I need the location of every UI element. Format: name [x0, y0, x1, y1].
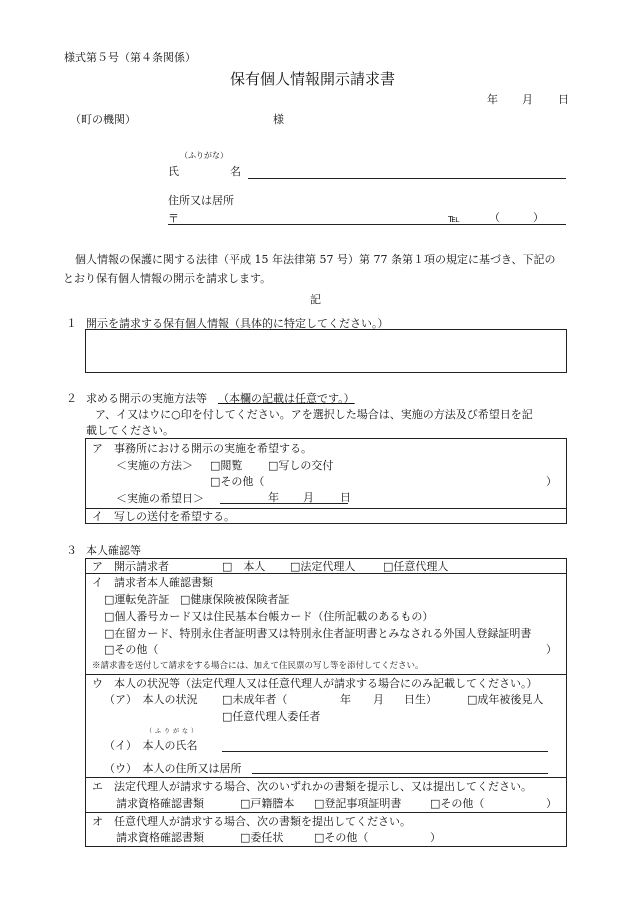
- principal-furigana-label: （ふりがな）: [146, 728, 201, 735]
- section3-divider-1: [85, 573, 567, 574]
- principal-address-field[interactable]: [252, 773, 548, 774]
- desired-date-day: 日: [340, 491, 351, 504]
- section1-heading: 開示を請求する保有個人情報（具体的に特定してください。）: [86, 317, 389, 330]
- requester-label: ア 開示請求者: [92, 560, 169, 573]
- method-label: ＜実施の方法＞: [116, 459, 193, 472]
- intro-line-2: とおり保有個人情報の開示を請求します。: [63, 272, 272, 285]
- address-field[interactable]: [168, 224, 566, 225]
- legal-rep-other-checkbox[interactable]: □その他（: [430, 797, 485, 810]
- requester-voluntary-rep-checkbox[interactable]: □任意代理人: [383, 560, 449, 573]
- principal-status-heading: ウ 本人の状況等（法定代理人又は任意代理人が請求する場合にのみ記載してください。）: [92, 677, 538, 690]
- my-number-card-checkbox[interactable]: □個人番号カード又は住民基本台帳カード（住所記載のあるもの）: [104, 610, 434, 623]
- section3-divider-2: [85, 674, 567, 675]
- section2-note-line-2: 載してください。: [86, 424, 174, 437]
- id-other-checkbox[interactable]: □その他（: [104, 643, 159, 656]
- address-label: 住所又は居所: [168, 194, 234, 207]
- option-i-label[interactable]: イ 写しの送付を希望する。: [92, 510, 235, 523]
- tel-paren: （ ）: [489, 211, 544, 224]
- tel-mark: ℡: [448, 212, 460, 225]
- voluntary-rep-docs-label: 請求資格確認書類: [116, 831, 204, 844]
- principal-name-label: （イ） 本人の氏名: [104, 739, 198, 752]
- sama-label: 様: [273, 113, 284, 126]
- method-other-close: ）: [546, 475, 557, 488]
- form-title: 保有個人情報開示請求書: [230, 70, 396, 88]
- desired-date-label: ＜実施の希望日＞: [116, 492, 204, 505]
- legal-rep-other-close: ）: [546, 797, 557, 810]
- health-insurance-checkbox[interactable]: □健康保険被保険者証: [180, 593, 290, 606]
- section2-optional-note: （本欄の記載は任意です。）: [218, 392, 355, 405]
- section2-note-line-1: ア、イ又はウに○印を付してください。アを選択した場合は、実施の方法及び希望日を記: [95, 408, 533, 421]
- id-docs-label: イ 請求者本人確認書類: [92, 576, 213, 589]
- furigana-label: （ふりがな）: [180, 151, 228, 160]
- agency-label: （町の機関）: [70, 113, 136, 126]
- method-other-checkbox[interactable]: □その他（: [210, 475, 265, 488]
- section1-number: １: [66, 317, 77, 330]
- requester-legal-rep-checkbox[interactable]: □法定代理人: [290, 560, 356, 573]
- section3-divider-3: [85, 777, 567, 778]
- drivers-license-checkbox[interactable]: □運転免許証: [104, 593, 170, 606]
- section2-heading: 求める開示の実施方法等: [86, 392, 207, 405]
- section2-divider: [85, 508, 567, 509]
- option-a-label[interactable]: ア 事務所における開示の実施を希望する。: [92, 442, 312, 455]
- mail-note: ※請求書を送付して請求をする場合には、加えて住民票の写し等を添付してください。: [92, 661, 424, 671]
- principal-address-label: （ウ） 本人の住所又は居所: [104, 762, 242, 775]
- power-of-attorney-checkbox[interactable]: □委任状: [240, 831, 284, 844]
- name-label-2: 名: [230, 165, 241, 178]
- name-label-1: 氏: [168, 165, 179, 178]
- birth-day-label: 日生）: [404, 693, 437, 706]
- birth-month-label: 月: [373, 693, 384, 706]
- adult-ward-checkbox[interactable]: □成年被後見人: [467, 693, 544, 706]
- principal-name-field[interactable]: [222, 751, 548, 752]
- postal-mark: 〒: [168, 212, 179, 225]
- voluntary-rep-other-checkbox[interactable]: □その他（: [314, 831, 369, 844]
- form-number: 様式第５号（第４条関係）: [64, 51, 196, 64]
- section3-divider-4: [85, 812, 567, 813]
- desired-date-month: 月: [303, 491, 314, 504]
- desired-date-field[interactable]: [220, 503, 348, 504]
- requester-self-checkbox[interactable]: □ 本人: [222, 560, 266, 573]
- ki-label: 記: [310, 293, 321, 306]
- intro-line-1: 個人情報の保護に関する法律（平成 15 年法律第 57 号）第 77 条第１項の規定に基づき、下記の: [75, 253, 556, 266]
- method-copy-checkbox[interactable]: □写しの交付: [268, 459, 334, 472]
- registry-certificate-checkbox[interactable]: □登記事項証明書: [314, 797, 402, 810]
- legal-rep-docs-label: 請求資格確認書類: [116, 797, 204, 810]
- method-view-checkbox[interactable]: □閲覧: [210, 459, 243, 472]
- voluntary-rep-instructions: オ 任意代理人が請求する場合、次の書類を提出してください。: [92, 815, 411, 828]
- requested-info-field[interactable]: [85, 329, 567, 373]
- date-year-label: 年: [487, 93, 498, 106]
- minor-checkbox[interactable]: □未成年者（: [222, 693, 288, 706]
- name-field[interactable]: [248, 178, 566, 179]
- principal-status-label: （ア） 本人の状況: [104, 693, 198, 706]
- date-day-label: 日: [558, 93, 569, 106]
- birth-year-label: 年: [340, 693, 351, 706]
- residence-card-checkbox[interactable]: □在留カード、特別永住者証明書又は特別永住者証明書とみなされる外国人登録証明書: [104, 627, 532, 640]
- section3-heading: 本人確認等: [86, 544, 141, 557]
- section3-number: ３: [66, 544, 77, 557]
- family-register-checkbox[interactable]: □戸籍謄本: [240, 797, 295, 810]
- id-other-close: ）: [546, 643, 557, 656]
- proxy-principal-checkbox[interactable]: □任意代理人委任者: [222, 710, 321, 723]
- desired-date-year: 年: [268, 491, 279, 504]
- date-month-label: 月: [522, 93, 533, 106]
- voluntary-rep-other-close: ）: [430, 831, 441, 844]
- legal-rep-instructions: エ 法定代理人が請求する場合、次のいずれかの書類を提示し、又は提出してください。: [92, 780, 532, 793]
- section2-number: ２: [66, 392, 77, 405]
